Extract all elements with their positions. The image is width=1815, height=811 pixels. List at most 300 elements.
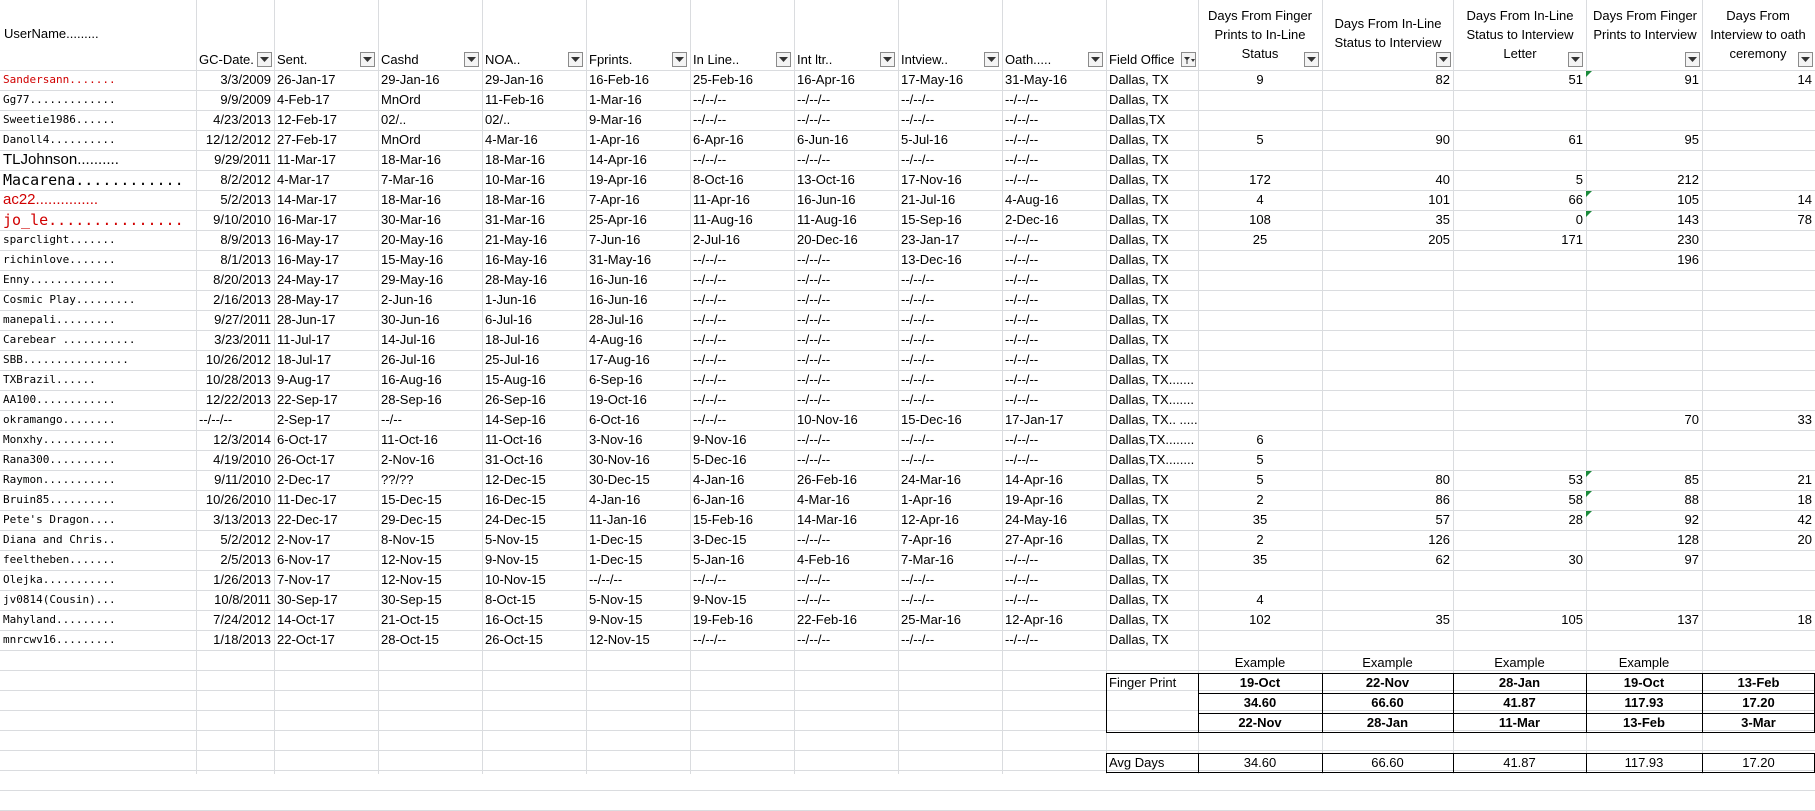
cell-inline[interactable]: 9-Nov-15	[693, 592, 747, 607]
cell-gc-date[interactable]: 9/29/2011	[214, 152, 271, 167]
cell-oath[interactable]: --/--/--	[1005, 252, 1039, 267]
cell-days-fp-inline[interactable]	[1198, 390, 1322, 410]
cell-days-fp-interview[interactable]	[1586, 310, 1702, 330]
cell-days-fp-interview[interactable]: 70	[1684, 412, 1699, 427]
cell-inline[interactable]: 8-Oct-16	[693, 172, 744, 187]
cell-cashd[interactable]: MnOrd	[381, 92, 421, 107]
cell-int-ltr[interactable]: --/--/--	[797, 532, 831, 547]
cell-avg-days-value[interactable]: 117.93	[1624, 755, 1664, 770]
cell-username[interactable]: Diana and Chris..	[3, 533, 116, 546]
cell-noa[interactable]: 26-Sep-16	[485, 392, 546, 407]
cell-username[interactable]: Rana300..........	[3, 453, 116, 466]
cell-days-inline-letter[interactable]	[1453, 250, 1586, 270]
cell-gc-date[interactable]: 1/18/2013	[213, 632, 271, 647]
cell-inline[interactable]: --/--/--	[693, 112, 727, 127]
cell-noa[interactable]: 11-Oct-16	[485, 432, 542, 447]
cell-avg-days-value[interactable]: 17.20	[1742, 755, 1775, 770]
cell-field-office[interactable]: Dallas, TX.......	[1109, 392, 1195, 407]
cell-inline[interactable]: --/--/--	[693, 92, 727, 107]
cell-sent[interactable]: 2-Sep-17	[277, 412, 331, 427]
cell-gc-date[interactable]: 5/2/2012	[220, 532, 271, 547]
cell-username[interactable]: Pete's Dragon....	[3, 513, 116, 526]
cell-days-fp-inline[interactable]: 102	[1249, 612, 1271, 627]
cell-days-inline-interview[interactable]	[1322, 330, 1453, 350]
filter-dropdown-icon[interactable]	[257, 52, 272, 67]
cell-days-fp-inline[interactable]: 2	[1256, 492, 1264, 507]
cell-oath[interactable]: --/--/--	[1005, 332, 1039, 347]
cell-fprints[interactable]: 16-Feb-16	[589, 72, 649, 87]
cell-noa[interactable]: 9-Nov-15	[485, 552, 539, 567]
cell-cashd[interactable]: 18-Mar-16	[381, 192, 441, 207]
cell-inline[interactable]: --/--/--	[693, 152, 727, 167]
cell-oath[interactable]: 4-Aug-16	[1005, 192, 1059, 207]
cell-int-ltr[interactable]: 22-Feb-16	[797, 612, 857, 627]
cell-next-date[interactable]: 13-Feb	[1623, 715, 1665, 730]
cell-cashd[interactable]: 12-Nov-15	[381, 552, 442, 567]
cell-int-ltr[interactable]: --/--/--	[797, 252, 831, 267]
cell-gc-date[interactable]: 8/1/2013	[220, 252, 271, 267]
cell-days-inline-letter[interactable]	[1453, 570, 1586, 590]
cell-cashd[interactable]: 28-Oct-15	[381, 632, 439, 647]
cell-days-fp-interview[interactable]	[1586, 350, 1702, 370]
cell-days-fp-interview[interactable]	[1586, 630, 1702, 650]
cell-fprints[interactable]: 9-Nov-15	[589, 612, 643, 627]
cell-days-inline-interview[interactable]	[1322, 590, 1453, 610]
cell-days-fp-inline[interactable]: 25	[1252, 232, 1268, 247]
cell-int-ltr[interactable]: --/--/--	[797, 332, 831, 347]
cell-sent[interactable]: 16-Mar-17	[277, 212, 337, 227]
cell-avg-value[interactable]: 117.93	[1624, 695, 1664, 710]
cell-days-fp-inline[interactable]: 9	[1256, 72, 1264, 87]
cell-field-office[interactable]: Dallas, TX.......	[1109, 372, 1195, 387]
cell-noa[interactable]: 15-Aug-16	[485, 372, 546, 387]
cell-inline[interactable]: --/--/--	[693, 572, 727, 587]
cell-gc-date[interactable]: 3/23/2011	[214, 332, 271, 347]
cell-oath[interactable]: --/--/--	[1005, 352, 1039, 367]
cell-days-fp-inline[interactable]	[1198, 270, 1322, 290]
cell-username[interactable]: ac22...............	[3, 191, 99, 208]
cell-username[interactable]: Olejka...........	[3, 573, 116, 586]
cell-sent[interactable]: 27-Feb-17	[277, 132, 337, 147]
cell-field-office[interactable]: Dallas, TX.. .....	[1109, 412, 1198, 427]
cell-days-inline-letter[interactable]	[1453, 90, 1586, 110]
cell-intview[interactable]: 21-Jul-16	[901, 192, 956, 207]
cell-username[interactable]: richinlove.......	[3, 253, 116, 266]
cell-noa[interactable]: 31-Oct-16	[485, 452, 543, 467]
cell-username[interactable]: Mahyland.........	[3, 613, 116, 626]
cell-field-office[interactable]: Dallas, TX	[1109, 492, 1169, 507]
cell-gc-date[interactable]: 3/13/2013	[213, 512, 271, 527]
cell-fprints[interactable]: 9-Mar-16	[589, 112, 642, 127]
cell-oath[interactable]: 27-Apr-16	[1005, 532, 1063, 547]
cell-days-interview-oath[interactable]: 18	[1797, 612, 1812, 627]
cell-intview[interactable]: --/--/--	[901, 272, 935, 287]
cell-cashd[interactable]: 30-Mar-16	[381, 212, 441, 227]
cell-intview[interactable]: 13-Dec-16	[901, 252, 962, 267]
cell-days-interview-oath[interactable]	[1702, 550, 1815, 570]
cell-fprints[interactable]: 4-Aug-16	[589, 332, 643, 347]
cell-inline[interactable]: --/--/--	[693, 632, 727, 647]
cell-days-inline-interview[interactable]	[1322, 150, 1453, 170]
cell-intview[interactable]: --/--/--	[901, 592, 935, 607]
cell-fprints[interactable]: 12-Nov-15	[589, 632, 650, 647]
cell-fprints[interactable]: --/--/--	[589, 572, 623, 587]
cell-avg-days-label[interactable]: Avg Days	[1109, 755, 1165, 770]
cell-intview[interactable]: --/--/--	[901, 572, 935, 587]
cell-sent[interactable]: 16-May-17	[277, 232, 340, 247]
cell-username[interactable]: Bruin85..........	[3, 493, 116, 506]
cell-int-ltr[interactable]: 4-Feb-16	[797, 552, 850, 567]
cell-fprints[interactable]: 31-May-16	[589, 252, 652, 267]
cell-int-ltr[interactable]: --/--/--	[797, 352, 831, 367]
cell-cashd[interactable]: 7-Mar-16	[381, 172, 434, 187]
cell-days-interview-oath[interactable]: 33	[1797, 412, 1812, 427]
cell-int-ltr[interactable]: 6-Jun-16	[797, 132, 849, 147]
cell-username[interactable]: Sandersann.......	[3, 73, 116, 86]
cell-days-interview-oath[interactable]	[1702, 290, 1815, 310]
cell-username[interactable]: jo_le...............	[3, 211, 184, 229]
cell-sent[interactable]: 22-Dec-17	[277, 512, 338, 527]
cell-avg-value[interactable]: 66.60	[1371, 695, 1404, 710]
cell-intview[interactable]: --/--/--	[901, 292, 935, 307]
cell-fprints[interactable]: 19-Apr-16	[589, 172, 647, 187]
cell-field-office[interactable]: Dallas, TX	[1109, 312, 1169, 327]
cell-days-inline-interview[interactable]	[1322, 390, 1453, 410]
cell-int-ltr[interactable]: --/--/--	[797, 272, 831, 287]
cell-gc-date[interactable]: 12/22/2013	[205, 392, 271, 407]
cell-sent[interactable]: 9-Aug-17	[277, 372, 331, 387]
cell-days-interview-oath[interactable]	[1702, 590, 1815, 610]
cell-fprints[interactable]: 14-Apr-16	[589, 152, 647, 167]
filter-dropdown-icon[interactable]	[464, 52, 479, 67]
cell-intview[interactable]: 7-Apr-16	[901, 532, 952, 547]
cell-intview[interactable]: --/--/--	[901, 392, 935, 407]
cell-fprints[interactable]: 7-Apr-16	[589, 192, 640, 207]
cell-int-ltr[interactable]: 16-Jun-16	[797, 192, 856, 207]
cell-inline[interactable]: --/--/--	[693, 352, 727, 367]
cell-days-inline-interview[interactable]: 101	[1428, 192, 1450, 207]
cell-days-inline-interview[interactable]	[1322, 430, 1453, 450]
cell-sent[interactable]: 4-Mar-17	[277, 172, 330, 187]
cell-field-office[interactable]: Dallas, TX	[1109, 132, 1169, 147]
cell-days-fp-inline[interactable]: 108	[1249, 212, 1271, 227]
cell-sent[interactable]: 6-Nov-17	[277, 552, 331, 567]
filter-dropdown-icon[interactable]	[776, 52, 791, 67]
cell-days-fp-interview[interactable]: 91	[1684, 72, 1699, 87]
cell-fprints[interactable]: 6-Sep-16	[589, 372, 643, 387]
cell-oath[interactable]: 24-May-16	[1005, 512, 1068, 527]
cell-noa[interactable]: 16-May-16	[485, 252, 548, 267]
cell-cashd[interactable]: 29-Dec-15	[381, 512, 442, 527]
cell-int-ltr[interactable]: --/--/--	[797, 292, 831, 307]
cell-oath[interactable]: --/--/--	[1005, 232, 1039, 247]
cell-sent[interactable]: 14-Oct-17	[277, 612, 335, 627]
cell-cashd[interactable]: 2-Nov-16	[381, 452, 435, 467]
cell-days-interview-oath[interactable]	[1702, 150, 1815, 170]
cell-inline[interactable]: 2-Jul-16	[693, 232, 740, 247]
cell-inline[interactable]: 6-Apr-16	[693, 132, 744, 147]
cell-days-fp-inline[interactable]: 35	[1252, 552, 1268, 567]
cell-intview[interactable]: --/--/--	[901, 152, 935, 167]
cell-avg-days-value[interactable]: 34.60	[1243, 755, 1277, 770]
filter-dropdown-icon[interactable]	[1798, 52, 1813, 67]
cell-days-fp-inline[interactable]: 4	[1256, 592, 1264, 607]
cell-field-office[interactable]: Dallas, TX	[1109, 612, 1169, 627]
cell-sent[interactable]: 26-Jan-17	[277, 72, 336, 87]
cell-days-inline-letter[interactable]	[1453, 330, 1586, 350]
filter-dropdown-icon[interactable]	[360, 52, 375, 67]
cell-sent[interactable]: 7-Nov-17	[277, 572, 331, 587]
cell-sent[interactable]: 11-Mar-17	[277, 152, 337, 167]
cell-days-interview-oath[interactable]	[1702, 170, 1815, 190]
cell-gc-date[interactable]: 4/19/2010	[213, 452, 271, 467]
cell-cashd[interactable]: 15-Dec-15	[381, 492, 442, 507]
cell-noa[interactable]: 18-Mar-16	[485, 152, 545, 167]
cell-days-inline-interview[interactable]: 82	[1435, 72, 1450, 87]
cell-field-office[interactable]: Dallas, TX	[1109, 212, 1169, 227]
cell-days-fp-inline[interactable]	[1198, 410, 1322, 430]
cell-days-inline-letter[interactable]: 105	[1561, 612, 1583, 627]
cell-cashd[interactable]: 8-Nov-15	[381, 532, 435, 547]
cell-days-interview-oath[interactable]	[1702, 450, 1815, 470]
cell-intview[interactable]: --/--/--	[901, 432, 935, 447]
cell-sent[interactable]: 30-Sep-17	[277, 592, 338, 607]
cell-field-office[interactable]: Dallas,TX	[1109, 112, 1166, 127]
cell-days-fp-interview[interactable]	[1586, 290, 1702, 310]
cell-avg-days-value[interactable]: 66.60	[1371, 755, 1404, 770]
cell-cashd[interactable]: 28-Sep-16	[381, 392, 442, 407]
cell-cashd[interactable]: 29-Jan-16	[381, 72, 440, 87]
cell-inline[interactable]: 9-Nov-16	[693, 432, 747, 447]
cell-oath[interactable]: 19-Apr-16	[1005, 492, 1063, 507]
cell-fprints[interactable]: 17-Aug-16	[589, 352, 650, 367]
cell-fp-date[interactable]: 19-Oct	[1623, 675, 1665, 690]
cell-intview[interactable]: 7-Mar-16	[901, 552, 954, 567]
cell-days-inline-letter[interactable]	[1453, 390, 1586, 410]
cell-sent[interactable]: 26-Oct-17	[277, 452, 335, 467]
cell-days-fp-interview[interactable]	[1586, 330, 1702, 350]
cell-noa[interactable]: 02/..	[485, 112, 511, 127]
cell-sent[interactable]: 11-Jul-17	[277, 332, 331, 347]
cell-days-interview-oath[interactable]	[1702, 250, 1815, 270]
cell-int-ltr[interactable]: --/--/--	[797, 372, 831, 387]
cell-days-inline-letter[interactable]	[1453, 310, 1586, 330]
cell-days-inline-letter[interactable]: 28	[1568, 512, 1583, 527]
cell-days-fp-interview[interactable]: 105	[1677, 192, 1699, 207]
cell-intview[interactable]: 15-Sep-16	[901, 212, 962, 227]
cell-inline[interactable]: 5-Dec-16	[693, 452, 747, 467]
cell-days-fp-inline[interactable]	[1198, 570, 1322, 590]
cell-intview[interactable]: --/--/--	[901, 312, 935, 327]
cell-intview[interactable]: --/--/--	[901, 352, 935, 367]
cell-cashd[interactable]: 30-Sep-15	[381, 592, 442, 607]
cell-gc-date[interactable]: 9/27/2011	[214, 312, 271, 327]
cell-int-ltr[interactable]: 16-Apr-16	[797, 72, 855, 87]
cell-fprints[interactable]: 30-Dec-15	[589, 472, 650, 487]
cell-days-inline-letter[interactable]	[1453, 410, 1586, 430]
cell-days-interview-oath[interactable]: 14	[1797, 192, 1812, 207]
filter-dropdown-icon[interactable]	[1304, 52, 1319, 67]
cell-days-fp-inline[interactable]	[1198, 250, 1322, 270]
cell-cashd[interactable]: 15-May-16	[381, 252, 444, 267]
cell-sent[interactable]: 2-Dec-17	[277, 472, 331, 487]
cell-oath[interactable]: --/--/--	[1005, 552, 1039, 567]
cell-days-interview-oath[interactable]	[1702, 390, 1815, 410]
cell-noa[interactable]: 14-Sep-16	[485, 412, 546, 427]
cell-days-inline-interview[interactable]: 35	[1435, 212, 1450, 227]
cell-days-inline-letter[interactable]	[1453, 430, 1586, 450]
cell-fprints[interactable]: 5-Nov-15	[589, 592, 643, 607]
cell-noa[interactable]: 10-Nov-15	[485, 572, 546, 587]
cell-noa[interactable]: 4-Mar-16	[485, 132, 538, 147]
cell-gc-date[interactable]: 9/9/2009	[220, 92, 271, 107]
cell-noa[interactable]: 26-Oct-15	[485, 632, 543, 647]
cell-cashd[interactable]: 30-Jun-16	[381, 312, 440, 327]
cell-inline[interactable]: --/--/--	[693, 292, 727, 307]
cell-username[interactable]: sparclight.......	[3, 233, 116, 246]
cell-inline[interactable]: --/--/--	[693, 412, 727, 427]
cell-days-inline-interview[interactable]: 90	[1435, 132, 1450, 147]
cell-days-inline-interview[interactable]	[1322, 250, 1453, 270]
cell-noa[interactable]: 25-Jul-16	[485, 352, 540, 367]
cell-inline[interactable]: --/--/--	[693, 372, 727, 387]
cell-days-fp-inline[interactable]	[1198, 90, 1322, 110]
cell-inline[interactable]: 19-Feb-16	[693, 612, 753, 627]
cell-days-inline-interview[interactable]: 80	[1435, 472, 1450, 487]
cell-noa[interactable]: 16-Oct-15	[485, 612, 543, 627]
cell-days-interview-oath[interactable]	[1702, 310, 1815, 330]
cell-days-interview-oath[interactable]	[1702, 570, 1815, 590]
cell-days-fp-inline[interactable]	[1198, 370, 1322, 390]
cell-days-inline-interview[interactable]: 40	[1435, 172, 1450, 187]
cell-next-date[interactable]: 3-Mar	[1741, 715, 1776, 730]
cell-days-interview-oath[interactable]	[1702, 230, 1815, 250]
cell-days-fp-inline[interactable]: 35	[1252, 512, 1268, 527]
cell-next-date[interactable]: 28-Jan	[1366, 715, 1409, 730]
cell-days-inline-interview[interactable]: 57	[1435, 512, 1450, 527]
cell-inline[interactable]: --/--/--	[693, 392, 727, 407]
cell-oath[interactable]: --/--/--	[1005, 272, 1039, 287]
cell-username[interactable]: mnrcwv16.........	[3, 633, 116, 646]
cell-sent[interactable]: 12-Feb-17	[277, 112, 337, 127]
cell-fprints[interactable]: 1-Apr-16	[589, 132, 640, 147]
cell-days-inline-interview[interactable]: 86	[1435, 492, 1450, 507]
cell-inline[interactable]: --/--/--	[693, 252, 727, 267]
cell-avg-value[interactable]: 17.20	[1742, 695, 1775, 710]
cell-days-fp-inline[interactable]	[1198, 630, 1322, 650]
cell-days-fp-interview[interactable]: 143	[1677, 212, 1699, 227]
cell-fprints[interactable]: 3-Nov-16	[589, 432, 643, 447]
cell-days-fp-inline[interactable]: 172	[1249, 172, 1271, 187]
cell-days-interview-oath[interactable]: 14	[1797, 72, 1812, 87]
cell-days-inline-letter[interactable]: 30	[1568, 552, 1583, 567]
cell-days-fp-interview[interactable]	[1586, 590, 1702, 610]
cell-field-office[interactable]: Dallas, TX	[1109, 152, 1169, 167]
cell-days-inline-interview[interactable]: 126	[1428, 532, 1450, 547]
cell-days-inline-letter[interactable]: 0	[1575, 212, 1583, 227]
cell-noa[interactable]: 6-Jul-16	[485, 312, 532, 327]
cell-days-inline-interview[interactable]	[1322, 310, 1453, 330]
cell-intview[interactable]: --/--/--	[901, 112, 935, 127]
cell-field-office[interactable]: Dallas, TX	[1109, 532, 1169, 547]
cell-oath[interactable]: --/--/--	[1005, 372, 1039, 387]
cell-field-office[interactable]: Dallas, TX	[1109, 352, 1169, 367]
cell-int-ltr[interactable]: 11-Aug-16	[797, 212, 857, 227]
cell-cashd[interactable]: ??/??	[381, 472, 414, 487]
cell-field-office[interactable]: Dallas, TX	[1109, 272, 1169, 287]
cell-oath[interactable]: 14-Apr-16	[1005, 472, 1063, 487]
cell-username[interactable]: Gg77.............	[3, 93, 116, 106]
cell-days-inline-letter[interactable]: 58	[1568, 492, 1583, 507]
cell-int-ltr[interactable]: --/--/--	[797, 452, 831, 467]
filter-active-icon[interactable]	[1181, 52, 1196, 67]
cell-username[interactable]: TXBrazil......	[3, 373, 96, 386]
cell-days-interview-oath[interactable]	[1702, 90, 1815, 110]
cell-int-ltr[interactable]: 14-Mar-16	[797, 512, 857, 527]
cell-days-fp-inline[interactable]: 5	[1256, 452, 1264, 467]
cell-days-fp-interview[interactable]: 137	[1677, 612, 1699, 627]
cell-days-interview-oath[interactable]	[1702, 630, 1815, 650]
cell-cashd[interactable]: 2-Jun-16	[381, 292, 433, 307]
cell-days-fp-interview[interactable]: 212	[1677, 172, 1699, 187]
cell-days-inline-letter[interactable]	[1453, 110, 1586, 130]
cell-username[interactable]: manepali.........	[3, 313, 116, 326]
cell-cashd[interactable]: 14-Jul-16	[381, 332, 436, 347]
cell-days-inline-interview[interactable]	[1322, 350, 1453, 370]
cell-intview[interactable]: 23-Jan-17	[901, 232, 960, 247]
cell-days-interview-oath[interactable]	[1702, 130, 1815, 150]
cell-days-inline-letter[interactable]	[1453, 370, 1586, 390]
cell-noa[interactable]: 5-Nov-15	[485, 532, 539, 547]
cell-days-inline-letter[interactable]	[1453, 530, 1586, 550]
cell-days-interview-oath[interactable]	[1702, 110, 1815, 130]
cell-days-interview-oath[interactable]	[1702, 430, 1815, 450]
cell-days-inline-letter[interactable]	[1453, 630, 1586, 650]
cell-fp-date[interactable]: 22-Nov	[1365, 675, 1410, 690]
cell-field-office[interactable]: Dallas, TX	[1109, 192, 1169, 207]
cell-days-fp-interview[interactable]: 97	[1684, 552, 1699, 567]
cell-intview[interactable]: 1-Apr-16	[901, 492, 952, 507]
cell-days-fp-interview[interactable]: 92	[1684, 512, 1699, 527]
cell-days-fp-interview[interactable]	[1586, 390, 1702, 410]
cell-days-fp-interview[interactable]	[1586, 150, 1702, 170]
cell-username[interactable]: Raymon...........	[3, 473, 116, 486]
cell-sent[interactable]: 14-Mar-17	[277, 192, 337, 207]
cell-intview[interactable]: --/--/--	[901, 632, 935, 647]
cell-username[interactable]: SBB................	[3, 353, 129, 366]
cell-oath[interactable]: 31-May-16	[1005, 72, 1068, 87]
cell-gc-date[interactable]: 2/5/2013	[220, 552, 271, 567]
cell-days-fp-inline[interactable]: 2	[1256, 532, 1264, 547]
cell-gc-date[interactable]: 3/3/2009	[220, 72, 271, 87]
cell-fprints[interactable]: 1-Mar-16	[589, 92, 642, 107]
cell-int-ltr[interactable]: --/--/--	[797, 152, 831, 167]
cell-inline[interactable]: 25-Feb-16	[693, 72, 753, 87]
cell-oath[interactable]: --/--/--	[1005, 452, 1039, 467]
cell-intview[interactable]: --/--/--	[901, 332, 935, 347]
cell-days-inline-letter[interactable]: 51	[1568, 72, 1583, 87]
cell-fp-date[interactable]: 13-Feb	[1737, 675, 1780, 690]
cell-oath[interactable]: --/--/--	[1005, 432, 1039, 447]
filter-dropdown-icon[interactable]	[1436, 52, 1451, 67]
cell-int-ltr[interactable]: --/--/--	[797, 92, 831, 107]
cell-days-inline-interview[interactable]	[1322, 630, 1453, 650]
cell-days-fp-interview[interactable]	[1586, 370, 1702, 390]
cell-intview[interactable]: --/--/--	[901, 92, 935, 107]
cell-gc-date[interactable]: 8/9/2013	[220, 232, 271, 247]
cell-fprints[interactable]: 11-Jan-16	[589, 512, 647, 527]
cell-days-inline-letter[interactable]	[1453, 290, 1586, 310]
